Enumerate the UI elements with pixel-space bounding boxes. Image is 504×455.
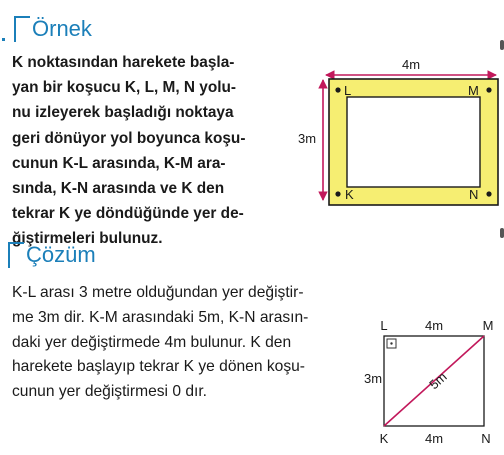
width-label: 4m (401, 57, 421, 72)
track-figure (298, 57, 498, 205)
corner-label-l: L (344, 83, 352, 98)
corner-label-m: M (468, 83, 479, 98)
height-label: 3m (298, 131, 317, 146)
question-line: yan bir koşucu K, L, M, N yolu- (12, 79, 237, 97)
answer-line: K-L arası 3 metre olduğundan yer değiştir- (12, 284, 304, 301)
answer-line: cunun yer değiştirmesi 0 dır. (12, 383, 208, 401)
answer-line: daki yer değiştirmede 4m bulunur. K den (12, 333, 292, 351)
diagram-corner-k: K (379, 431, 389, 446)
corner-dot-n (486, 191, 491, 196)
diagram-corner-n: N (481, 431, 491, 446)
corner-dot-l (335, 87, 340, 92)
track-inner-field (347, 97, 480, 187)
corner-dot-m (486, 87, 491, 92)
question-line: tekrar K ye döndüğünde yer de- (12, 205, 244, 223)
right-angle-dot (390, 342, 392, 344)
displacement-diagram (364, 318, 493, 446)
diagram-left-label: 3m (364, 371, 383, 386)
corner-label-n: N (469, 187, 479, 202)
solution-heading-text: Çözüm (26, 242, 96, 267)
diagram-corner-m: M (482, 318, 494, 333)
diagram-top-label: 4m (424, 318, 444, 333)
question-line: sında, K-N arasında ve K den (12, 180, 225, 198)
corner-label-k: K (345, 187, 354, 202)
question-line: cunun K-L arasında, K-M ara- (12, 154, 226, 172)
corner-dot-k (335, 191, 340, 196)
question-line: nu izleyerek başladığı noktaya (12, 104, 234, 122)
answer-line: me 3m dir. K-M arasındaki 5m, K-N arasın- (12, 308, 309, 326)
question-line: ğiştirmeleri bulunuz. (12, 230, 163, 248)
diagram-diagonal-label: 5m (426, 369, 450, 393)
diagram-corner-l: L (380, 318, 388, 333)
question-line: geri dönüyor yol boyunca koşu- (12, 129, 246, 147)
diagram-bottom-label: 4m (424, 431, 444, 446)
example-heading-text: Örnek (32, 16, 92, 41)
answer-line: harekete başlayıp tekrar K ye dönen koşu- (12, 358, 305, 376)
question-line: K noktasından harekete başla- (12, 54, 235, 71)
